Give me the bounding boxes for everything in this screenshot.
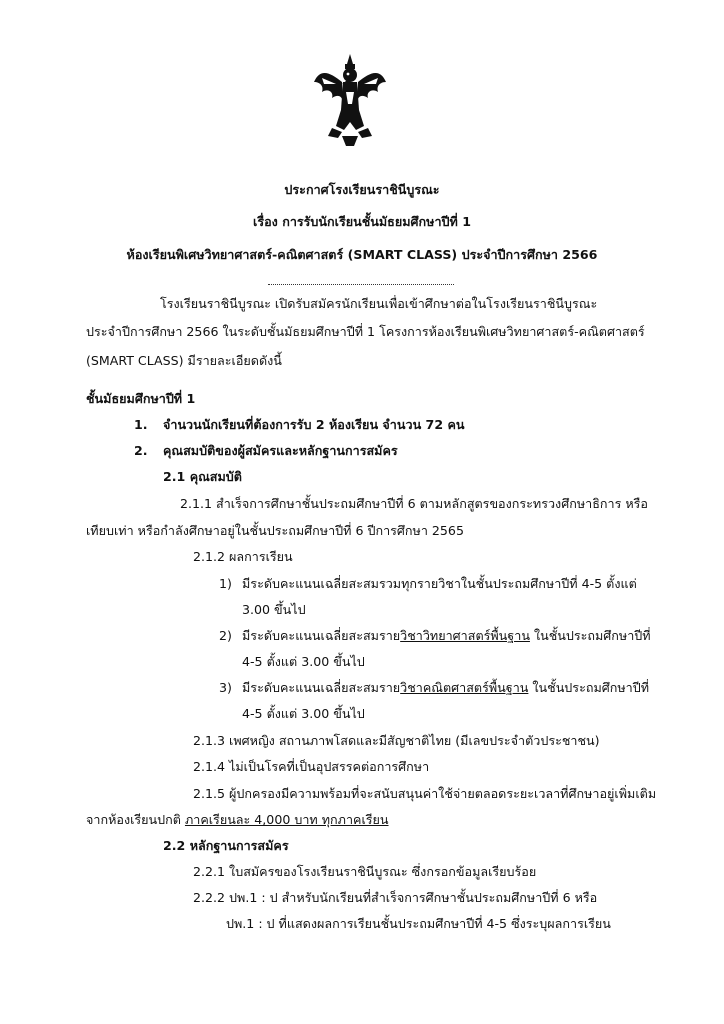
result-3-subject: วิชาคณิตศาสตร์พื้นฐาน [400,680,529,695]
garuda-emblem-icon [312,52,388,148]
announcement-program: ห้องเรียนพิเศษวิทยาศาสตร์-คณิตศาสตร์ (SMART CLASS) ประจำปีการศึกษา 2566 [126,247,598,262]
result-2-line-2: 4-5 ตั้งแต่ 3.00 ขึ้นไป [242,654,365,669]
result-1-line-2: 3.00 ขึ้นไป [242,602,306,617]
result-3-prefix: มีระดับคะแนนเฉลี่ยสะสมราย [242,680,401,695]
result-2-subject: วิชาวิทยาศาสตร์พื้นฐาน [400,628,530,643]
result-2-line-1 [242,628,651,644]
announcement-title: ประกาศโรงเรียนราชินีบูรณะ [284,182,440,197]
dotted-divider [268,284,454,285]
clause-2-1-4: 2.1.4 ไม่เป็นโรคที่เป็นอุปสรรคต่อการศึกษา [193,759,430,774]
item-2-number: 2. [134,443,148,458]
clause-2-1-2-title: 2.1.2 ผลการเรียน [193,549,293,564]
clause-2-1-1-line-1: 2.1.1 สำเร็จการศึกษาชั้นประถมศึกษาปีที่ 6 ตามหลักสูตรของกระทรวงศึกษาธิการ หรือ [180,496,648,511]
clause-2-2-2-line-2: ปพ.1 : ป ที่แสดงผลการเรียนชั้นประถมศึกษาปีที่ 4-5 ซึ่งระบุผลการเรียน [226,916,611,931]
clause-2-1-3: 2.1.3 เพศหญิง สถานภาพโสดและมีสัญชาติไทย (มีเลขประจำตัวประชาชน) [193,733,600,748]
intro-line-1: โรงเรียนราชินีบูรณะ เปิดรับสมัครนักเรียนเพื่อเข้าศึกษาต่อในโรงเรียนราชินีบูรณะ [160,296,598,311]
result-1-line-1: มีระดับคะแนนเฉลี่ยสะสมรวมทุกรายวิชาในชั้นประถมศึกษาปีที่ 4-5 ตั้งแต่ [242,576,637,591]
result-3-line-2: 4-5 ตั้งแต่ 3.00 ขึ้นไป [242,706,365,721]
result-1-number: 1) [219,576,232,591]
result-2-prefix: มีระดับคะแนนเฉลี่ยสะสมราย [242,628,401,643]
result-3-suffix: ในชั้นประถมศึกษาปีที่ [528,680,650,695]
clause-2-1-5-line-1: 2.1.5 ผู้ปกครองมีความพร้อมที่จะสนับสนุนค่าใช้จ่ายตลอดระยะเวลาที่ศึกษาอยู่เพิ่มเติม [193,786,657,801]
result-2-suffix: ในชั้นประถมศึกษาปีที่ [529,628,651,643]
section-title: ชั้นมัธยมศึกษาปีที่ 1 [86,391,196,406]
item-1-text: จำนวนนักเรียนที่ต้องการรับ 2 ห้องเรียน จำนวน 72 คน [163,417,465,432]
item-1-number: 1. [134,417,148,432]
section-2-1-title: 2.1 คุณสมบัติ [163,469,242,484]
intro-line-2: ประจำปีการศึกษา 2566 ในระดับชั้นมัธยมศึกษาปีที่ 1 โครงการห้องเรียนพิเศษวิทยาศาสตร์-คณิตศาสตร์ [86,324,645,339]
clause-2-1-5-line-2 [86,812,389,828]
result-3-number: 3) [219,680,232,695]
announcement-subject: เรื่อง การรับนักเรียนชั้นมัธยมศึกษาปีที่ 1 [253,214,471,229]
result-3-line-1 [242,680,649,696]
clause-2-2-2-line-1: 2.2.2 ปพ.1 : ป สำหรับนักเรียนที่สำเร็จการศึกษาชั้นประถมศึกษาปีที่ 6 หรือ [193,890,598,905]
clause-2-2-1: 2.2.1 ใบสมัครของโรงเรียนราชินีบูรณะ ซึ่งกรอกข้อมูลเรียบร้อย [193,864,537,879]
result-2-number: 2) [219,628,232,643]
clause-2-1-5-prefix: จากห้องเรียนปกติ [86,812,185,827]
intro-line-3: (SMART CLASS) มีรายละเอียดดังนี้ [86,353,282,368]
section-2-2-title: 2.2 หลักฐานการสมัคร [163,838,289,853]
item-2-text: คุณสมบัติของผู้สมัครและหลักฐานการสมัคร [163,443,398,458]
clause-2-1-5-fee: ภาคเรียนละ 4,000 บาท ทุกภาคเรียน [184,812,389,827]
clause-2-1-1-line-2: เทียบเท่า หรือกำลังศึกษาอยู่ในชั้นประถมศึกษาปีที่ 6 ปีการศึกษา 2565 [86,523,464,538]
